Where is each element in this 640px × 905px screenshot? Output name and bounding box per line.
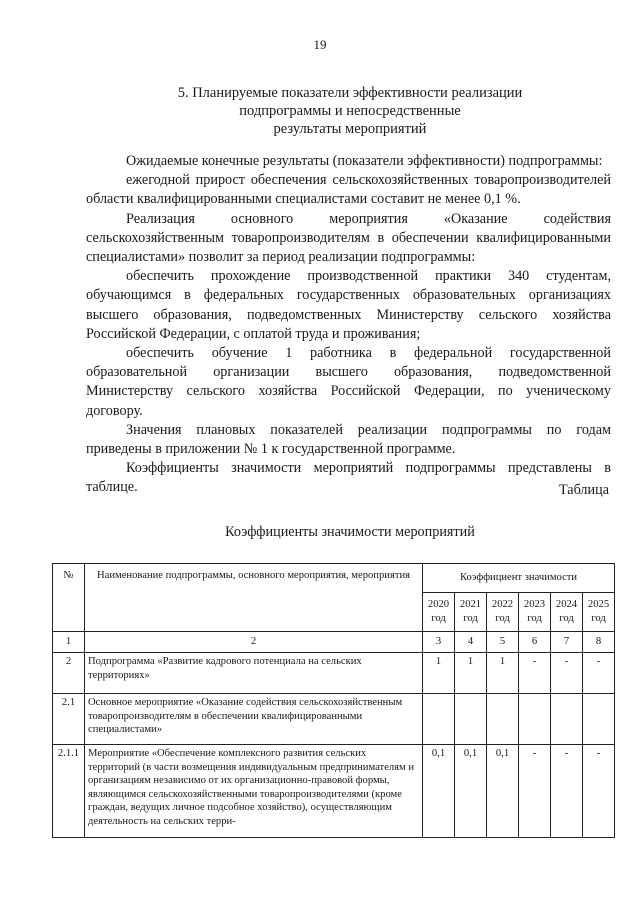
row-value [487, 694, 519, 745]
row-number: 2 [53, 653, 85, 694]
header-name: Наименование подпрограммы, основного мероприятия, мероприятия [85, 564, 423, 632]
row-value: - [551, 653, 583, 694]
header-year: 2024 год [551, 593, 583, 632]
row-value [551, 694, 583, 745]
body-text [86, 152, 611, 498]
paragraph: обеспечить прохождение производственной практики 340 студентам, обучающимся в федеральных государственных образовательных организациях высшего образования, подведомственных Министерству сельского хозяйства Российской Федерации, с оплатой труда и проживания; [86, 268, 611, 342]
row-number: 2.1.1 [53, 745, 85, 838]
table-row [53, 745, 615, 838]
row-value: 0,1 [423, 745, 455, 838]
index-cell: 4 [455, 632, 487, 653]
row-value: - [583, 653, 615, 694]
paragraph: Ожидаемые конечные результаты (показатели эффективности) подпрограммы: [126, 153, 603, 169]
paragraph: Коэффициенты значимости мероприятий подпрограммы представлены в таблице. [86, 460, 611, 496]
index-cell: 8 [583, 632, 615, 653]
heading-line-3: результаты мероприятий [273, 121, 427, 137]
row-value: 0,1 [487, 745, 519, 838]
header-coefficient: Коэффициент значимости [423, 564, 615, 593]
index-cell: 2 [85, 632, 423, 653]
paragraph: Значения плановых показателей реализации подпрограммы по годам приведены в приложении № 1 к государственной программе. [86, 421, 611, 458]
table-row [53, 653, 615, 694]
row-value: 0,1 [455, 745, 487, 838]
header-year: 2021 год [455, 593, 487, 632]
row-name: Мероприятие «Обеспечение комплексного развития сельских территорий (в части возмещения индивидуальным предпринимателям и организациям независимо от их организационно-правовой формы, являющимся сельскохозяйственными товаропроизводителями (кроме граждан, ведущих личное подсобное хозяйство), осуществляющим деятельность на сельских терри- [85, 745, 423, 838]
index-cell: 6 [519, 632, 551, 653]
heading-line-1: 5. Планируемые показатели эффективности реализации [177, 85, 523, 101]
table-title: Коэффициенты значимости мероприятий [225, 524, 475, 540]
page-number: 19 [313, 37, 327, 52]
row-value: 1 [423, 653, 455, 694]
row-value [423, 694, 455, 745]
table-header-row [53, 564, 615, 593]
paragraph: ежегодной прирост обеспечения сельскохозяйственных товаропроизводителей области квалифицированными специалистами составит не менее 0,1 %. [86, 172, 611, 208]
table-label: Таблица [558, 482, 609, 498]
row-value: - [519, 745, 551, 838]
row-name: Подпрограмма «Развитие кадрового потенциала на сельских территориях» [85, 653, 423, 694]
index-cell: 3 [423, 632, 455, 653]
table-row [53, 694, 615, 745]
paragraph: Реализация основного мероприятия «Оказание содействия сельскохозяйственным товаропроизводителям в обеспечении квалифицированными специалистами» позволит за период реализации подпрограммы: [86, 210, 611, 266]
row-value: 1 [487, 653, 519, 694]
row-value [519, 694, 551, 745]
header-number: № [53, 564, 85, 632]
row-value: - [519, 653, 551, 694]
row-number: 2.1 [53, 694, 85, 745]
row-value: 1 [455, 653, 487, 694]
table-index-row [53, 632, 615, 653]
index-cell: 5 [487, 632, 519, 653]
section-heading [120, 84, 580, 138]
header-year: 2023 год [519, 593, 551, 632]
index-cell: 7 [551, 632, 583, 653]
index-cell: 1 [53, 632, 85, 653]
heading-line-2: подпрограммы и непосредственные [239, 103, 461, 119]
row-value: - [583, 745, 615, 838]
row-value: - [551, 745, 583, 838]
significance-table [52, 563, 615, 838]
header-year: 2022 год [487, 593, 519, 632]
header-year: 2025 год [583, 593, 615, 632]
header-year: 2020 год [423, 593, 455, 632]
row-value [583, 694, 615, 745]
row-value [455, 694, 487, 745]
paragraph: обеспечить обучение 1 работника в федеральной государственной образовательной организации высшего образования, подведомственной Министерству сельского хозяйства Российской Федерации, по ученическому договору. [86, 345, 611, 419]
row-name: Основное мероприятие «Оказание содействия сельскохозяйственным товаропроизводителям в обеспечении квалифицированными специалистами» [85, 694, 423, 745]
